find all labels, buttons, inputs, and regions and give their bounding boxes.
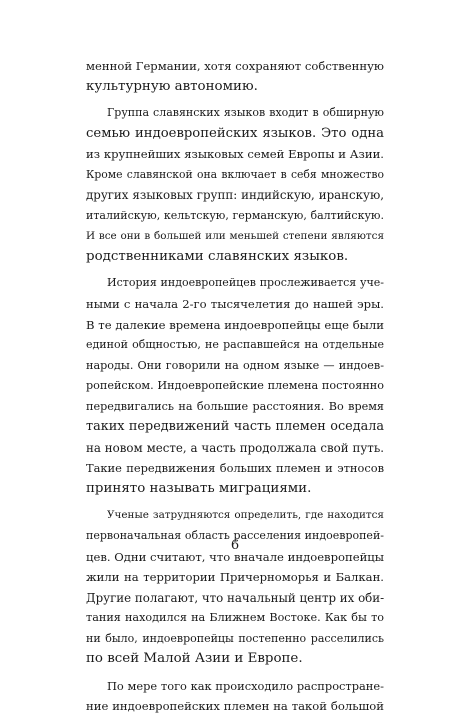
text-line: жили на территории Причерноморья и Балкан. <box>86 570 384 585</box>
text-line: ни было, индоевропейцы постепенно расселились <box>86 631 384 645</box>
text-line: И все они в большей или меньшей степени являются <box>86 230 384 243</box>
text-line: на новом месте, а часть продолжала свой путь. <box>86 440 384 455</box>
text-line: ропейском. Индоевропейские племена постоянно <box>86 379 384 393</box>
text-line: семью индоевропейских языков. Это одна <box>86 125 384 141</box>
text-line: цев. Одни считают, что вначале индоевропейцы <box>86 549 384 564</box>
text-line: Другие полагают, что начальный центр их оби- <box>86 590 385 605</box>
text-line: по всей Малой Азии и Европе. <box>86 651 303 667</box>
text-line: менной Германии, хотя сохраняют собственную <box>86 59 384 73</box>
text-line: передвигались на большие расстояния. Во время <box>86 399 384 413</box>
text-line: История индоевропейцев прослеживается уче- <box>107 276 384 290</box>
text-line: первоначальная область расселения индоевропей- <box>86 529 384 543</box>
text-line: Кроме славянской она включает в себя множество <box>86 167 384 181</box>
text-line: Ученые затрудняются определить, где находится <box>107 509 384 522</box>
text-line: из крупнейших языковых семей Европы и Азии. <box>86 147 384 162</box>
text-line: культурную автономию. <box>86 78 258 94</box>
text-line: В те далекие времена индоевропейцы еще были <box>86 317 384 332</box>
text-line: По мере того как происходило распростране- <box>107 678 384 693</box>
page-number: 6 <box>230 538 240 553</box>
text-line: других языковых групп: индийскую, иранскую, <box>86 188 384 203</box>
text-line: Группа славянских языков входит в обширную <box>107 106 384 120</box>
text-line: народы. Они говорили на одном языке — индоев- <box>86 358 384 372</box>
text-line: ными с начала 2-го тысячелетия до нашей эры. <box>86 297 384 312</box>
body-text <box>86 56 384 717</box>
text-line: таких передвижений часть племен оседала <box>86 419 384 435</box>
text-line: тания находился на Ближнем Востоке. Как бы то <box>86 611 384 625</box>
text-line: ние индоевропейских племен на такой большой <box>86 699 384 714</box>
text-line: единой общностью, не распавшейся на отдельные <box>86 338 384 352</box>
text-line: италийскую, кельтскую, германскую, балтийскую. <box>86 208 384 222</box>
text-line: принято называть миграциями. <box>86 480 312 496</box>
text-line: родственниками славянских языков. <box>86 248 349 264</box>
text-line: Такие передвижения больших племен и этносов <box>86 461 384 476</box>
